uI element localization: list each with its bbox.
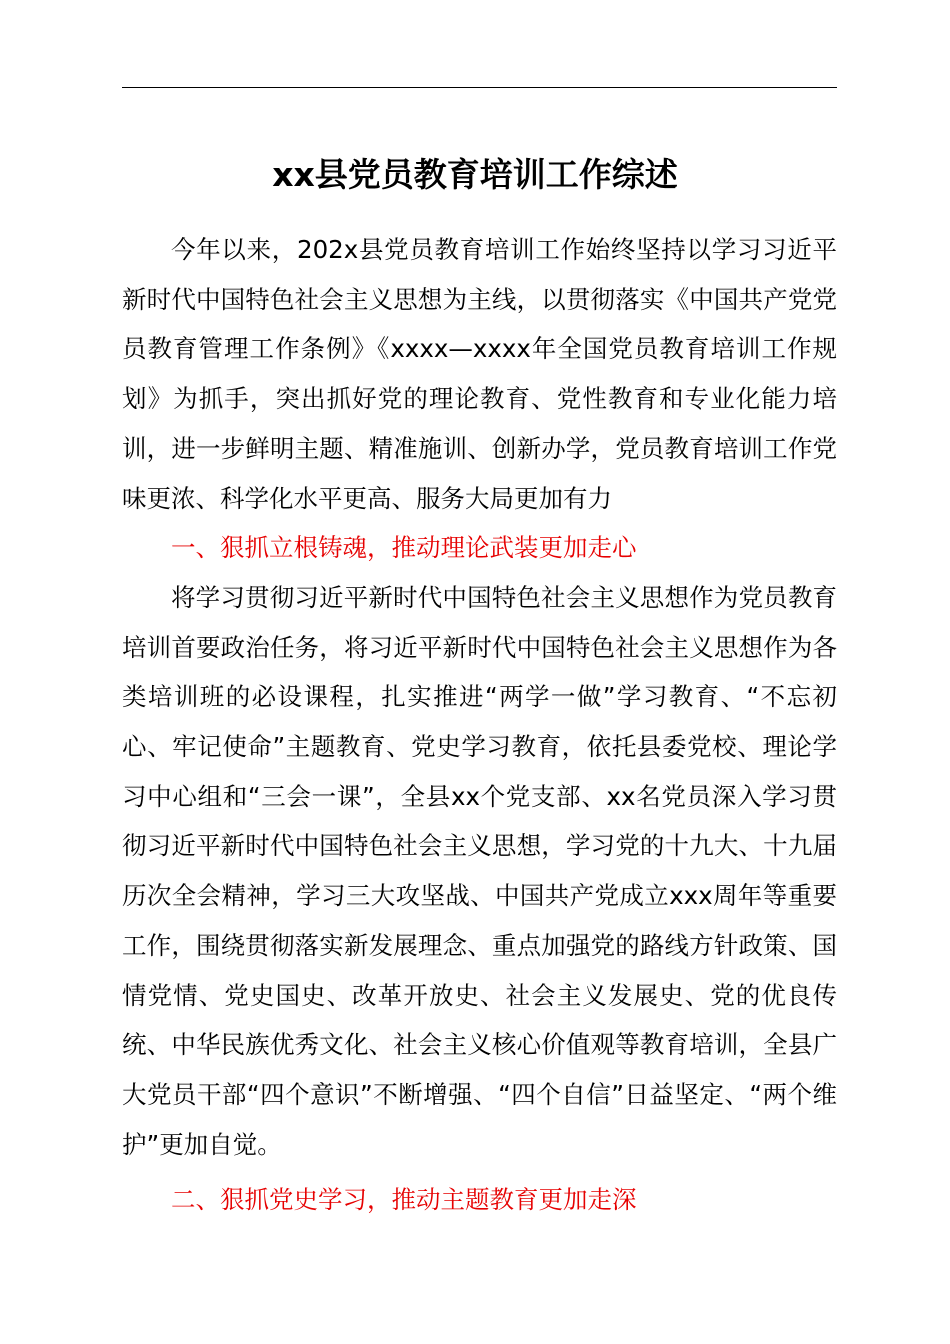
document-body [122,225,837,1225]
intro-paragraph: 今年以来，202x县党员教育培训工作始终坚持以学习习近平新时代中国特色社会主义思想为主线，以贯彻落实《中国共产党党员教育管理工作条例》《xxxx—xxxx年全国党员教育培训工作规划》为抓手，突出抓好党的理论教育、党性教育和专业化能力培训，进一步鲜明主题、精准施训、创新办学，党员教育培训工作党味更浓、科学化水平更高、服务大局更加有力 [122,235,837,513]
document-title: xx县党员教育培训工作综述 [272,155,678,194]
section-2-heading: 二、狠抓党史学习，推动主题教育更加走深 [171,1185,637,1215]
section-1-paragraph: 将学习贯彻习近平新时代中国特色社会主义思想作为党员教育培训首要政治任务，将习近平新时代中国特色社会主义思想作为各类培训班的必设课程，扎实推进“两学一做”学习教育、“不忘初心、牢记使命”主题教育、党史学习教育，依托县委党校、理论学习中心组和“三会一课”，全县xx个党支部、xx名党员深入学习贯彻习近平新时代中国特色社会主义思想，学习党的十九大、十九届历次全会精神，学习三大攻坚战、中国共产党成立xxx周年等重要工作，围绕贯彻落实新发展理念、重点加强党的路线方针政策、国情党情、党史国史、改革开放史、社会主义发展史、党的优良传统、中华民族优秀文化、社会主义核心价值观等教育培训，全县广大党员干部“四个意识”不断增强、“四个自信”日益坚定、“两个维护”更加自觉。 [122,582,837,1159]
header-rule [122,87,837,88]
section-1-heading: 一、狠抓立根铸魂，推动理论武装更加走心 [171,533,637,563]
